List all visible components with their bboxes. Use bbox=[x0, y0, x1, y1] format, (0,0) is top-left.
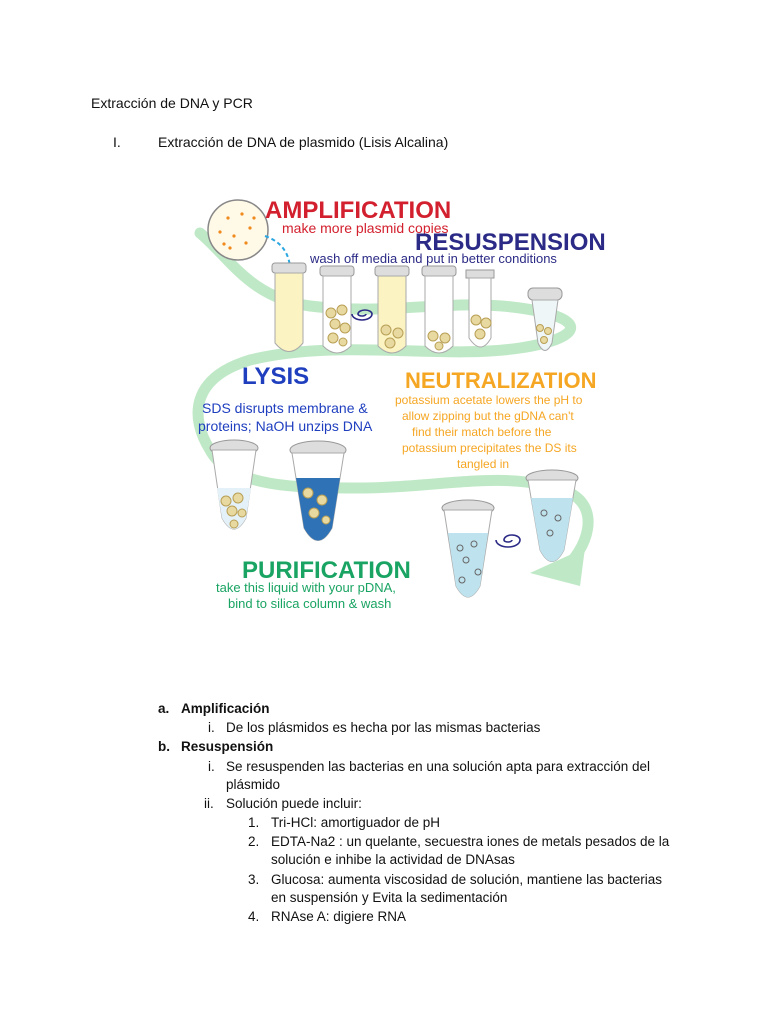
purification-caption-1: take this liquid with your pDNA, bbox=[216, 580, 396, 595]
lysis-caption-2: proteins; NaOH unzips DNA bbox=[198, 418, 373, 434]
section-title: Extracción de DNA de plasmido (Lisis Alcalina) bbox=[158, 134, 449, 150]
neutralization-caption-4: potassium precipitates the DS its bbox=[402, 441, 577, 455]
list-item-3-text-1: Glucosa: aumenta viscosidad de solución, mantiene las bacterias bbox=[271, 872, 662, 887]
item-a-marker: a. bbox=[158, 701, 170, 716]
item-b-i-text-2: plásmido bbox=[226, 777, 281, 792]
list-item-1-marker: 1. bbox=[248, 815, 260, 830]
list-item-4-text: RNAse A: digiere RNA bbox=[271, 909, 407, 924]
neutralization-caption-2: allow zipping but the gDNA can't bbox=[402, 409, 574, 423]
resuspension-title: RESUSPENSION bbox=[415, 229, 606, 256]
tube-2 bbox=[320, 266, 354, 353]
page-title: Extracción de DNA y PCR bbox=[91, 95, 253, 111]
spin-icon-2 bbox=[496, 535, 520, 547]
section-number: I. bbox=[113, 134, 121, 150]
list-item-2-marker: 2. bbox=[248, 834, 260, 849]
list-item-3-text-2: en suspensión y Evita la sedimentación bbox=[271, 890, 508, 905]
item-b-ii-text: Solución puede incluir: bbox=[226, 796, 362, 811]
item-b-i-text-1: Se resuspenden las bacterias en una solución apta para extracción del bbox=[226, 759, 651, 774]
neutralization-caption-1: potassium acetate lowers the pH to bbox=[395, 393, 583, 407]
purification-title: PURIFICATION bbox=[242, 557, 411, 584]
neutralization-caption-3: find their match before the bbox=[412, 425, 552, 439]
list-item-1-text: Tri-HCl: amortiguador de pH bbox=[271, 815, 441, 830]
tube-3 bbox=[375, 266, 409, 353]
tube-1 bbox=[272, 263, 306, 352]
neutralization-tube-2 bbox=[526, 470, 578, 562]
item-a-i-text: De los plásmidos es hecha por las mismas bacterias bbox=[226, 720, 541, 735]
tube-4 bbox=[422, 266, 456, 353]
neutralization-caption-5: tangled in bbox=[457, 457, 510, 471]
lysis-title: LYSIS bbox=[242, 363, 310, 390]
figure-svg bbox=[190, 188, 610, 623]
alkaline-lysis-figure bbox=[190, 188, 610, 623]
neutralization-title: NEUTRALIZATION bbox=[405, 368, 597, 393]
item-b-i-marker: i. bbox=[208, 759, 215, 774]
neutralization-tube-1 bbox=[442, 500, 494, 597]
item-b-ii-marker: ii. bbox=[204, 796, 214, 811]
item-a-label: Amplificación bbox=[181, 701, 270, 716]
item-b-label: Resuspensión bbox=[181, 739, 274, 754]
amplification-caption: make more plasmid copies bbox=[282, 220, 449, 236]
lysis-tube-1 bbox=[210, 440, 258, 529]
list-item-3-marker: 3. bbox=[248, 872, 260, 887]
item-a-i-marker: i. bbox=[208, 720, 215, 735]
list-item-4-marker: 4. bbox=[248, 909, 260, 924]
list-item-2-text-1: EDTA-Na2 : un quelante, secuestra iones de metals pesados de la bbox=[271, 834, 670, 849]
petri-dish bbox=[208, 200, 268, 260]
lysis-tube-2 bbox=[290, 441, 346, 541]
item-b-marker: b. bbox=[158, 739, 170, 754]
list-item-2-text-2: solución e inhibe la actividad de DNAsas bbox=[271, 852, 515, 867]
amplification-title: AMPLIFICATION bbox=[265, 197, 452, 224]
tube-5 bbox=[466, 270, 494, 347]
purification-caption-2: bind to silica column & wash bbox=[228, 596, 392, 611]
resuspension-caption: wash off media and put in better conditions bbox=[310, 251, 557, 266]
lysis-caption-1: SDS disrupts membrane & bbox=[202, 400, 368, 416]
